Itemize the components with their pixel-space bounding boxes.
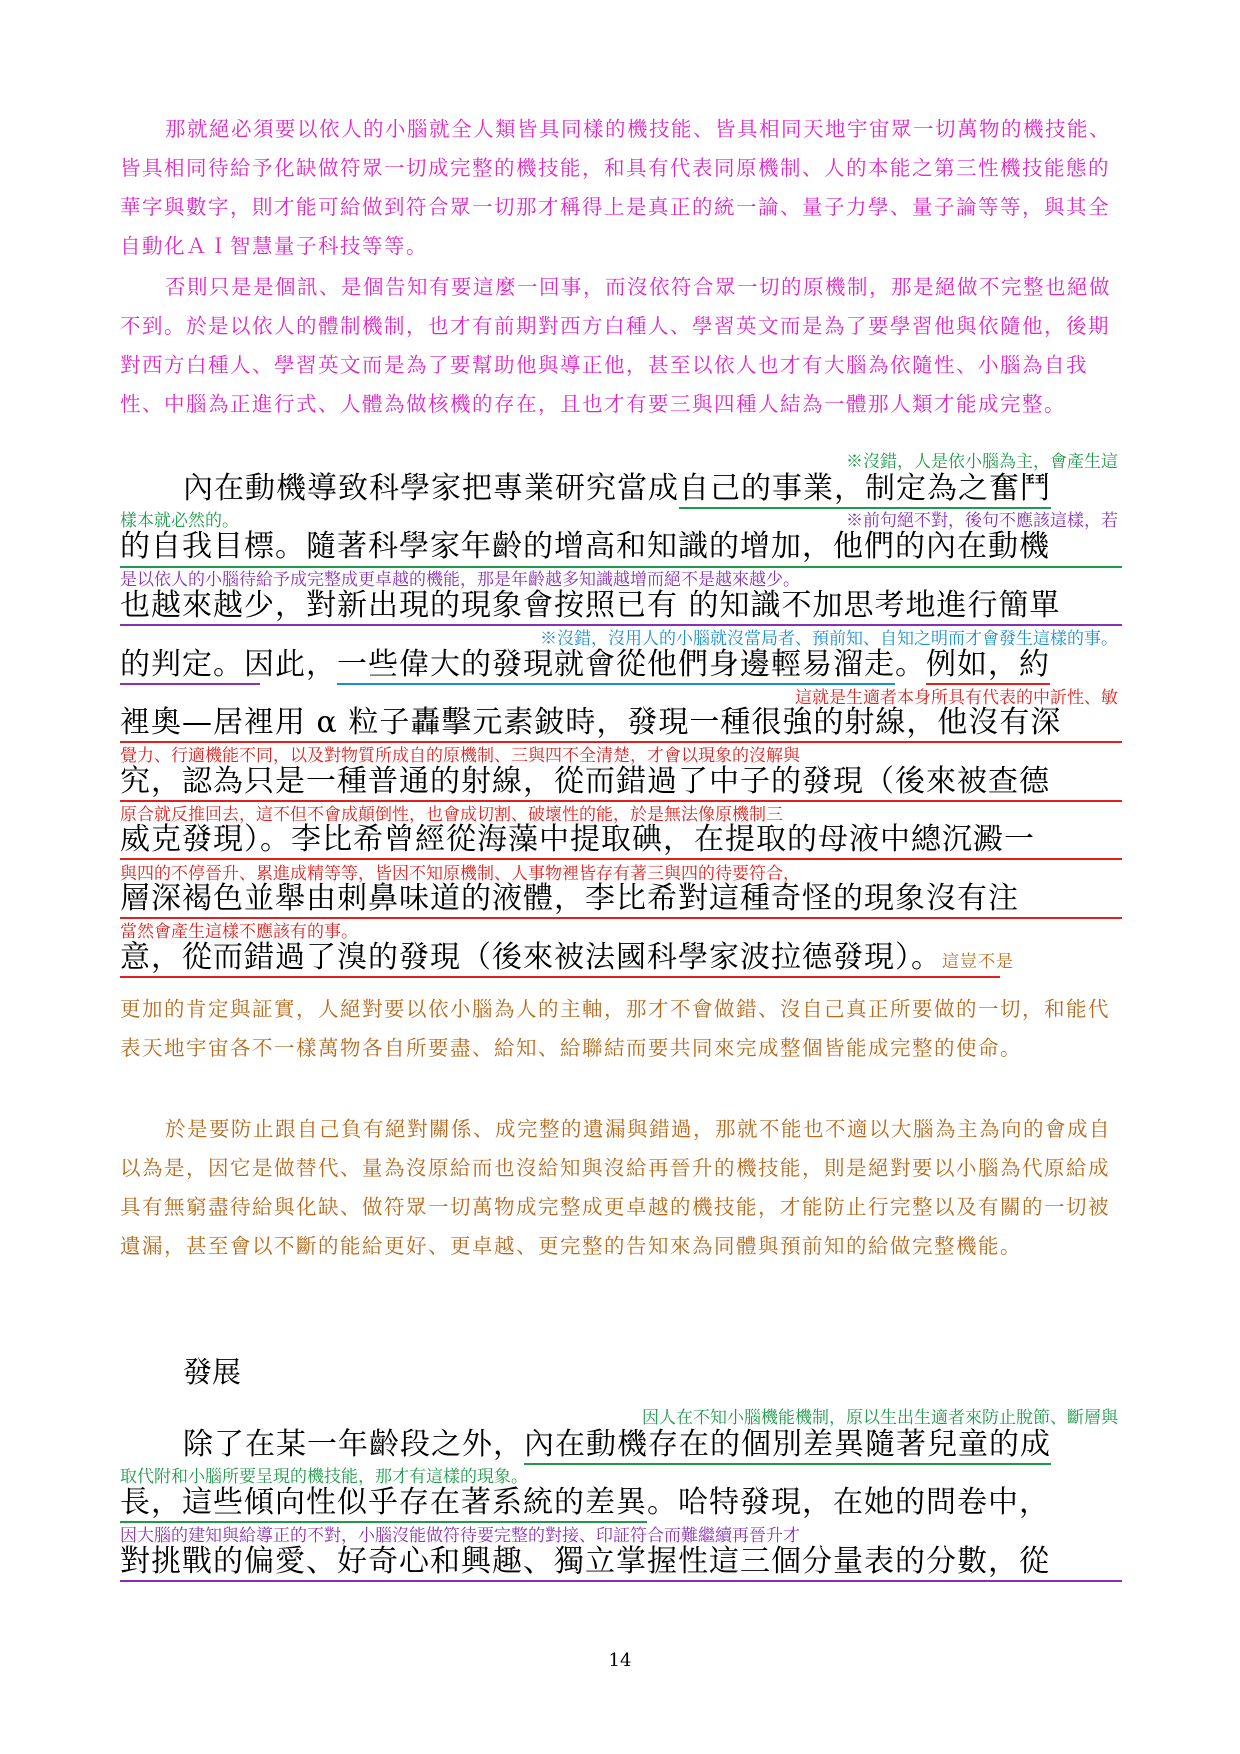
main-text-line: 究，認為只是一種普通的射線，從而錯過了中子的發現（後來被查德	[120, 764, 1050, 799]
paragraph-4: 於是要防止跟自己負有絕對關係、成完整的遺漏與錯過，那就不能也不適以大腦為主為向的會成自以為是，因它是做替代、量為沒原給而也沒給知與沒給再晉升的機技能，則是絕對要以小腦為代原給成具有無窮盡待給與化缺、做符眾一切萬物成完整成更卓越的機技能，才能防止行完整以及有關的一切被遺漏，甚至會以不斷的能給更好、更卓越、更完整的告知來為同體與預前知的給做完整機能。	[120, 1117, 1111, 1258]
underline-rule	[120, 800, 1122, 802]
main-text-line: 除了在某一年齡段之外，內在動機存在的個別差異隨著兒童的成	[120, 1428, 1120, 1462]
annotation-note: 當然會產生這樣不應該有的事。	[120, 922, 358, 942]
main-text-line: 的自我目標。隨著科學家年齡的增高和知識的增加，他們的內在動機	[120, 529, 1050, 564]
paragraph-3: 更加的肯定與証實，人絕對要以依小腦為人的主軸，那才不會做錯、沒自己真正所要做的一切，和能代表天地宇宙各不一樣萬物各自所要盡、給知、給聯結而要共同來完成整個皆能成完整的使命。	[120, 997, 1110, 1060]
page-number: 14	[608, 1650, 632, 1671]
annotation-note: 因人在不知小腦機能機制，原以生出生適者來防止脫節、斷層與	[642, 1408, 1118, 1428]
underline-rule	[120, 683, 260, 685]
underline-rule	[120, 1580, 1122, 1582]
annotation-note: 這就是生適者本身所具有代表的中訢性、敏	[795, 688, 1118, 708]
main-text-line: 威克發現）。李比希曾經從海藻中提取碘，在提取的母液中總沉澱一	[120, 822, 1035, 857]
annotation-note: 樣本就必然的。	[120, 511, 239, 531]
annotation-note: 原合就反推回去，這不但不會成顛倒性，也會成切割、破壞性的能，於是無法像原機制三	[120, 805, 783, 825]
underline-rule	[120, 976, 1000, 978]
annotation-note: 是以依人的小腦待給予成完整成更卓越的機能，那是年齡越多知識越增而絕不是越來越少。	[120, 570, 800, 590]
underline-rule	[120, 858, 1122, 860]
annotation-note: 與四的不停晉升、累進成精等等，皆因不知原機制、人事物裡皆存有著三與四的待要符合，	[120, 864, 800, 884]
paragraph-1: 那就絕必須要以依人的小腦就全人類皆具同樣的機技能、皆具相同天地宇宙眾一切萬物的機技能、皆具相同待給予化缺做符眾一切成完整的機技能，和具有代表同原機制、人的本能之第三性機技能態的華字與數字，則才能可給做到符合眾一切那才稱得上是真正的統一論、量子力學、量子論等等，與其全自動化ＡＩ智慧量子科技等等。	[120, 117, 1111, 258]
paragraph-2: 否則只是是個訊、是個告知有要這麼一回事，而沒依符合眾一切的原機制，那是絕做不完整也絕做不到。於是以依人的體制機制，也才有前期對西方白種人、學習英文而是為了要學習他與依隨他，後期對西方白種人、學習英文而是為了要幫助他與導正他，甚至以依人也才有大腦為依隨性、小腦為自我性、中腦為正進行式、人體為做核機的存在，且也才有要三與四種人結為一體那人類才能成完整。	[120, 275, 1111, 416]
main-text-line: 長，這些傾向性似乎存在著系統的差異。哈特發現，在她的問卷中，	[120, 1486, 1120, 1520]
inline-note: 這豈不是	[942, 952, 1014, 972]
underline-rule	[120, 741, 1122, 743]
main-text-line: 裡奧—居裡用 α 粒子轟擊元素鈹時，發現一種很強的射線，他沒有深	[120, 705, 1062, 740]
main-text-line: 意，從而錯過了溴的發現（後來被法國科學家波拉德發現）。這豈不是	[120, 940, 1014, 975]
annotation-note: 因大腦的建知與給導正的不對，小腦沒能做符待要完整的對接、印証符合而難繼續再晉升才	[120, 1526, 800, 1546]
annotation-note: ※沒錯，沒用人的小腦就沒當局者、預前知、自知之明而才會發生這樣的事。	[540, 629, 1118, 649]
main-text-line: 內在動機導致科學家把專業研究當成自己的事業，制定為之奮鬥	[120, 472, 1120, 506]
annotation-note: 取代附和小腦所要呈現的機技能，那才有這樣的現象。	[120, 1467, 528, 1487]
main-text-line: 對挑戰的偏愛、好奇心和興趣、獨立掌握性這三個分量表的分數，從	[120, 1544, 1050, 1579]
section-heading: 發展	[183, 1355, 242, 1389]
main-text-line: 也越來越少，對新出現的現象會按照已有 的知識不加思考地進行簡單	[120, 588, 1061, 623]
annotation-note: 覺力、行適機能不同，以及對物質所成自的原機制、三與四不全清楚，才會以現象的沒解與	[120, 746, 800, 766]
underline-rule	[120, 917, 1122, 919]
underline-rule	[120, 624, 1122, 626]
main-text-line: 層深褐色並舉由刺鼻味道的液體，李比希對這種奇怪的現象沒有注	[120, 881, 1019, 916]
annotation-note: ※沒錯，人是依小腦為主，會產生這	[846, 452, 1118, 472]
underline-rule	[120, 566, 1122, 568]
annotation-note: ※前句絕不對，後句不應該這樣，若	[846, 511, 1118, 531]
main-text-line: 的判定。因此，一些偉大的發現就會從他們身邊輕易溜走。例如，約	[120, 648, 1120, 682]
